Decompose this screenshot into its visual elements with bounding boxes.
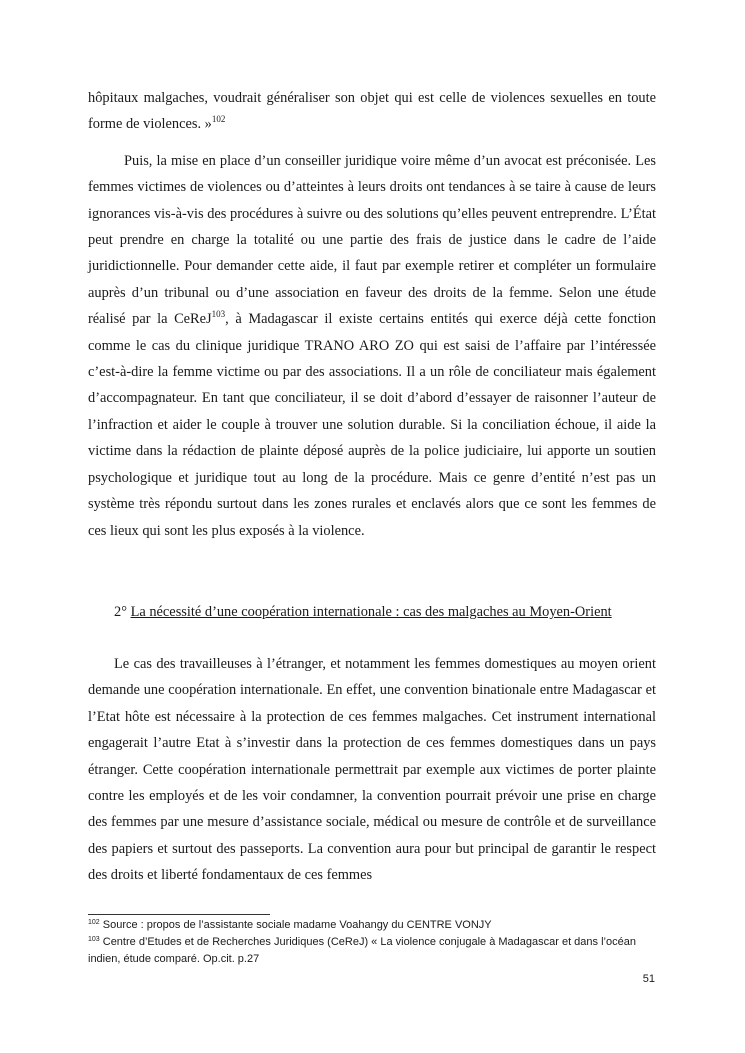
footnote-102: $^{102}$ Source : propos de l’assistante sociale madame Voahangy du CENTRE VONJY [88, 919, 492, 931]
section-heading [114, 599, 674, 625]
footnote-ref-103[interactable]: 103 [211, 309, 226, 320]
body-text-top [88, 85, 656, 544]
footnote-ref-102[interactable]: 102 [211, 114, 226, 125]
footnote-separator [88, 914, 270, 915]
footnote-103: $^{103}$ Centre d’Etudes et de Recherches Juridiques (CeReJ) « La violence conjugale à Madagascar et dans l’océan indien, étude comparé. Op.cit. p.27 [88, 936, 636, 965]
paragraph-continuation: hôpitaux malgaches, voudrait généraliser son objet qui est celle de violences sexuelles en toute forme de violences. »$^{102}$ [88, 90, 656, 133]
section-title: La nécessité d’une coopération internationale : cas des malgaches au Moyen-Orient [130, 604, 612, 620]
section-number: 2° [114, 604, 127, 620]
footnotes [88, 917, 656, 968]
paragraph-legal-advisor: Puis, la mise en place d’un conseiller juridique voire même d’un avocat est préconisée. Les femmes victimes de violences ou d’atteintes à leurs droits ont tendances à se taire à cause de leurs ignorances vis-à-vis des procédures à suivre ou des solutions qu’elles peuvent entreprendre. L’État peut prendre en charge la totalité ou une partie des frais de justice dans le cadre de l’aide juridictionnelle. Pour demander cette aide, il faut par exemple retirer et compléter un formulaire auprès d’un tribunal ou d’une association en faveur des droits de la femme. Selon une étude réalisé par la CeReJ$^{103}$, à Madagascar il existe certains entités qui exerce déjà cette fonction comme le cas du clinique juridique TRANO ARO ZO qui est saisi de l’affaire par l’intéressée c’est-à-dire la femme victime ou par des associations. Il a un rôle de conciliateur mais également d’accompagnateur. En tant que conciliateur, il se doit d’abord d’essayer de raisonner l’auteur de l’infraction et aider le couple à trouver une solution durable. Si la conciliation échoue, il aide la victime dans la rédaction de plainte déposé auprès de la police judiciaire, lui apporte un soutien psychologique et juridique tout au long de la procédure. Mais ce genre d’entité n’est pas un système très répondu surtout dans les zones rurales et enclavés alors que ce sont les femmes de ces lieux qui sont les plus exposés à la violence. [88, 152, 656, 539]
page-number: 51 [642, 973, 655, 985]
body-text-bottom [88, 651, 656, 889]
paragraph-international-cooperation: Le cas des travailleuses à l’étranger, et notamment les femmes domestiques au moyen orient demande une coopération internationale. En effet, une convention binationale entre Madagascar et l’Etat hôte est nécessaire à la protection de ces femmes malgaches. Cet instrument international engagerait l’autre Etat à s’investir dans la protection de ces femmes domestiques dans un pays étranger. Cette coopération internationale permettrait par exemple aux victimes de porter plainte contre les employés et de les voir condamner, la convention pourrait prévoir une prise en charge des femmes par une mesure d’assistance sociale, médical ou mesure de contrôle et de surveillance des papiers et surtout des passeports. La convention aura pour but principal de garantir le respect des droits et liberté fondamentaux de ces femmes [88, 656, 656, 884]
